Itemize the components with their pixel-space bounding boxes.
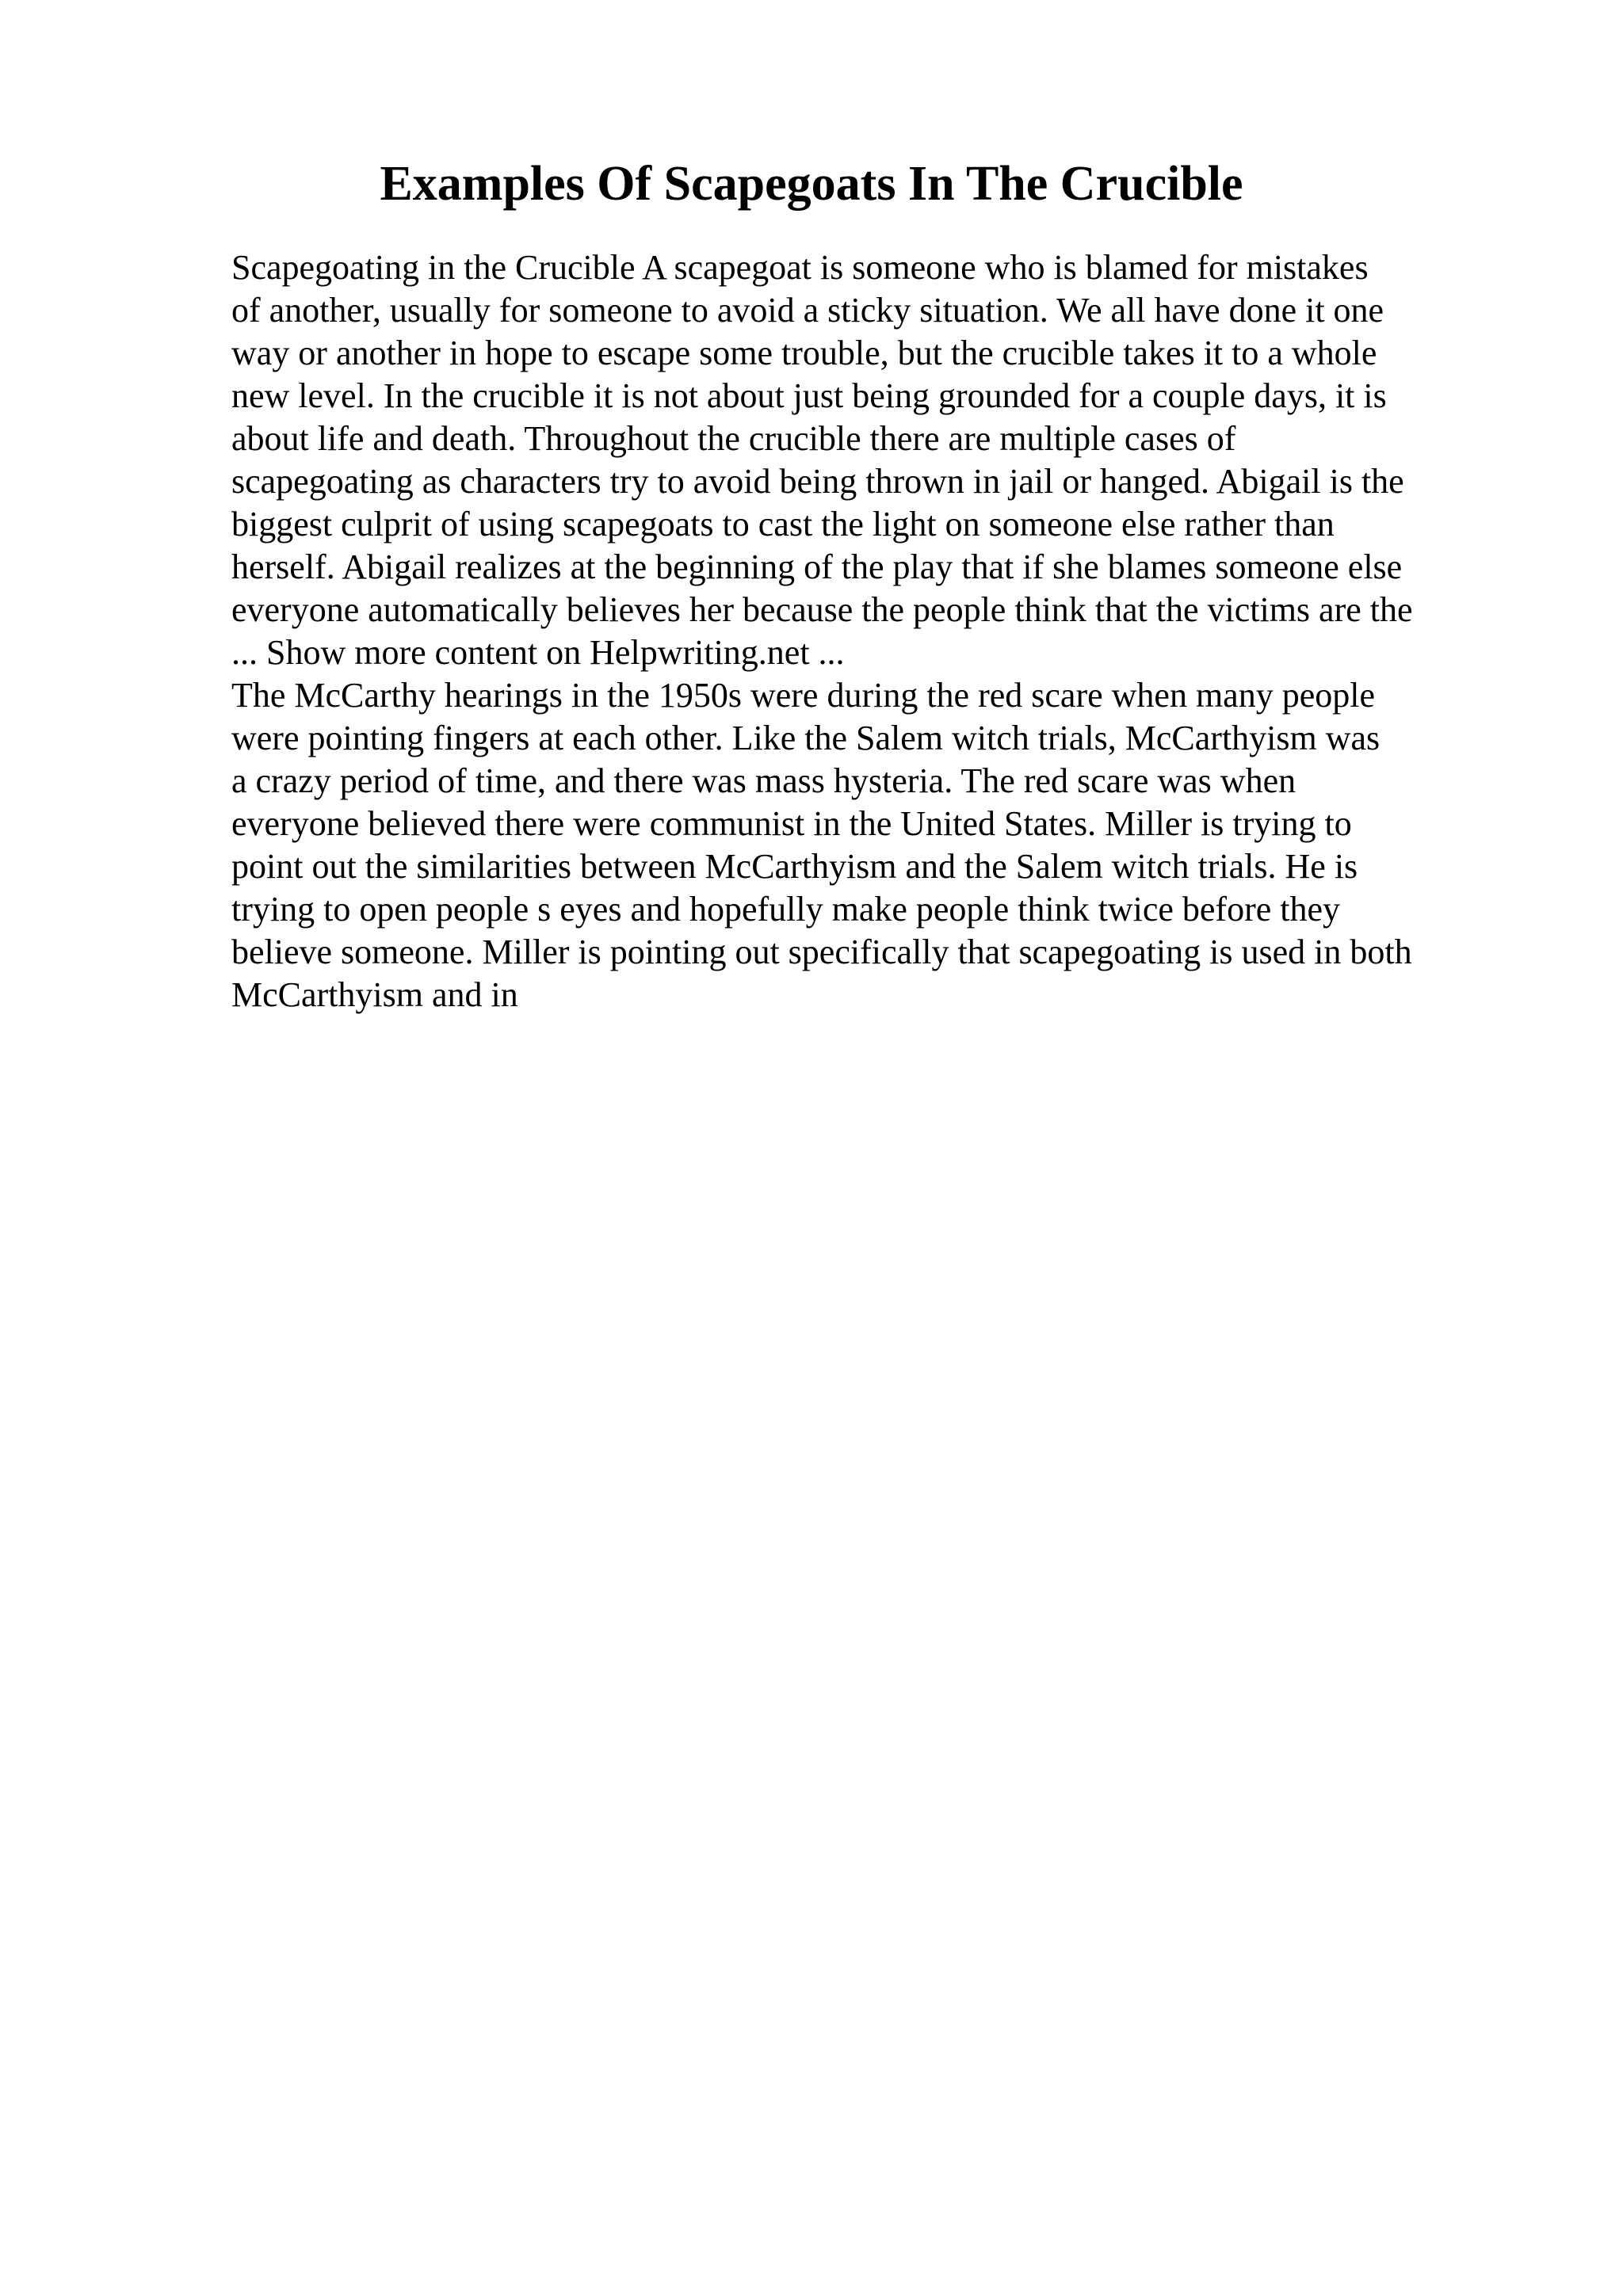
body-line: were pointing fingers at each other. Like the Salem witch trials, McCarthyism was [231,719,1381,757]
body-line: of another, usually for someone to avoid a sticky situation. We all have done it one [231,291,1384,330]
body-line: way or another in hope to escape some trouble, but the crucible takes it to a whole [231,334,1377,372]
show-more-line: ... Show more content on Helpwriting.net ... [231,633,845,672]
body-line: herself. Abigail realizes at the beginning of the play that if she blames someone else [231,547,1403,586]
body-line: about life and death. Throughout the crucible there are multiple cases of [231,419,1236,458]
body-line: Scapegoating in the Crucible A scapegoat is someone who is blamed for mistakes [231,248,1369,287]
document-title: Examples Of Scapegoats In The Crucible [380,157,1243,211]
body-line: McCarthyism and in [231,975,518,1014]
body-line: a crazy period of time, and there was mass hysteria. The red scare was when [231,761,1296,800]
body-line: believe someone. Miller is pointing out specifically that scapegoating is used in both [231,933,1412,971]
body-line: point out the similarities between McCarthyism and the Salem witch trials. He is [231,847,1358,886]
body-line: biggest culprit of using scapegoats to cast the light on someone else rather than [231,505,1335,543]
body-line: The McCarthy hearings in the 1950s were during the red scare when many people [231,676,1375,715]
body-line: everyone automatically believes her because the people think that the victims are the [231,590,1413,629]
body-line: new level. In the crucible it is not about just being grounded for a couple days, it is [231,376,1387,415]
body-line: trying to open people s eyes and hopefully make people think twice before they [231,890,1341,929]
document-body [231,246,1499,1016]
body-line: everyone believed there were communist in the United States. Miller is trying to [231,804,1352,843]
body-line: scapegoating as characters try to avoid being thrown in jail or hanged. Abigail is the [231,462,1404,501]
